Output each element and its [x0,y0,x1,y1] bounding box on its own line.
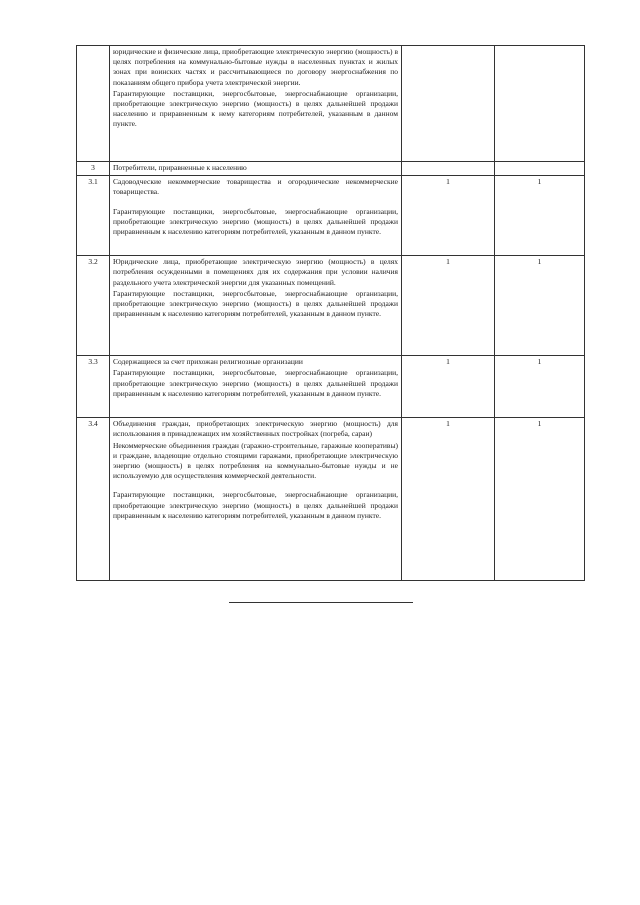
description-paragraph: Объединения граждан, приобретающих электрическую энергию (мощность) для использования в принадлежащих им хозяйственных постройках (погреба, сараи) [113,419,398,439]
description-paragraph: Гарантирующие поставщики, энергосбытовые, энергоснабжающие организации, приобретающие электрическую энергию (мощность) в целях дальнейшей продажи приравненным к населению категориям потребителей, указанным в данном пункте. [113,206,398,237]
value-cell-2 [495,46,585,162]
tariff-table [76,45,585,581]
description-paragraph: Садоводческие некоммерческие товарищества и огороднические некоммерческие товарищества. [113,177,398,197]
row-number-cell: 3 [77,162,110,176]
table-row [77,356,585,418]
table-row [77,176,585,256]
row-number-cell: 3.1 [77,176,110,256]
table-row [77,256,585,356]
value-cell-1 [402,46,495,162]
description-paragraph: Гарантирующие поставщики, энергосбытовые, энергоснабжающие организации, приобретающие электрическую энергию (мощность) в целях дальнейшей продажи населению и приравненным к нему категориям потребителей, указанным в данном пункте. [113,88,398,129]
end-of-document-line [229,602,413,603]
description-paragraph: Гарантирующие поставщики, энергосбытовые, энергоснабжающие организации, приобретающие электрическую энергию (мощность) в целях дальнейшей продажи приравненным к населению категориям потребителей, указанным в данном пункте. [113,490,398,520]
description-paragraph: юридические и физические лица, приобретающие электрическую энергию (мощность) в целях потребления на коммунально-бытовые нужды в населенных пунктах и жилых зонах при воинских частях и рассчитывающиеся по договору энергоснабжения по показаниям общего прибора учета электрической энергии. [113,47,398,87]
value-cell-2: 1 [495,356,585,418]
value-cell-1: 1 [402,176,495,256]
table-row [77,162,585,176]
row-description-cell [110,46,402,162]
description-paragraph: Гарантирующие поставщики, энергосбытовые, энергоснабжающие организации, приобретающие электрическую энергию (мощность) в целях дальнейшей продажи приравненным к населению категориям потребителей, указанным в данном пункте. [113,288,398,319]
row-description-cell [110,418,402,581]
row-description-cell [110,256,402,356]
value-cell-1 [402,162,495,176]
row-number-cell: 3.2 [77,256,110,356]
table-row [77,418,585,581]
description-paragraph: Содержащиеся за счет прихожан религиозные организации [113,357,303,367]
row-description-cell [110,162,402,176]
description-paragraph: Гарантирующие поставщики, энергосбытовые, энергоснабжающие организации, приобретающие электрическую энергию (мощность) в целях дальнейшей продажи приравненным к населению категориям потребителей, указанным в данном пункте. [113,368,398,398]
row-number-cell: 3.3 [77,356,110,418]
value-cell-1: 1 [402,256,495,356]
value-cell-1: 1 [402,418,495,581]
description-paragraph: Юридические лица, приобретающие электрическую энергию (мощность) в целях потребления осужденными в помещениях для их содержания при условии наличия раздельного учета электрической энергии для указанных помещений. [113,257,398,287]
value-cell-2: 1 [495,176,585,256]
value-cell-2 [495,162,585,176]
row-description-cell [110,356,402,418]
value-cell-2: 1 [495,418,585,581]
description-paragraph: Некоммерческие объединения граждан (гаражно-строительные, гаражные кооперативы) и граждане, владеющие отдельно стоящими гаражами, приобретающие электрическую энергию (мощность) в целях потребления на коммунально-бытовые нужды и не используемую для осуществления коммерческой деятельности. [113,440,398,481]
value-cell-1: 1 [402,356,495,418]
row-description-cell [110,176,402,256]
row-number-cell: 3.4 [77,418,110,581]
table-row-continuation [77,46,585,162]
value-cell-2: 1 [495,256,585,356]
description-paragraph: Потребители, приравненные к населению [113,163,247,172]
row-number-cell [77,46,110,162]
